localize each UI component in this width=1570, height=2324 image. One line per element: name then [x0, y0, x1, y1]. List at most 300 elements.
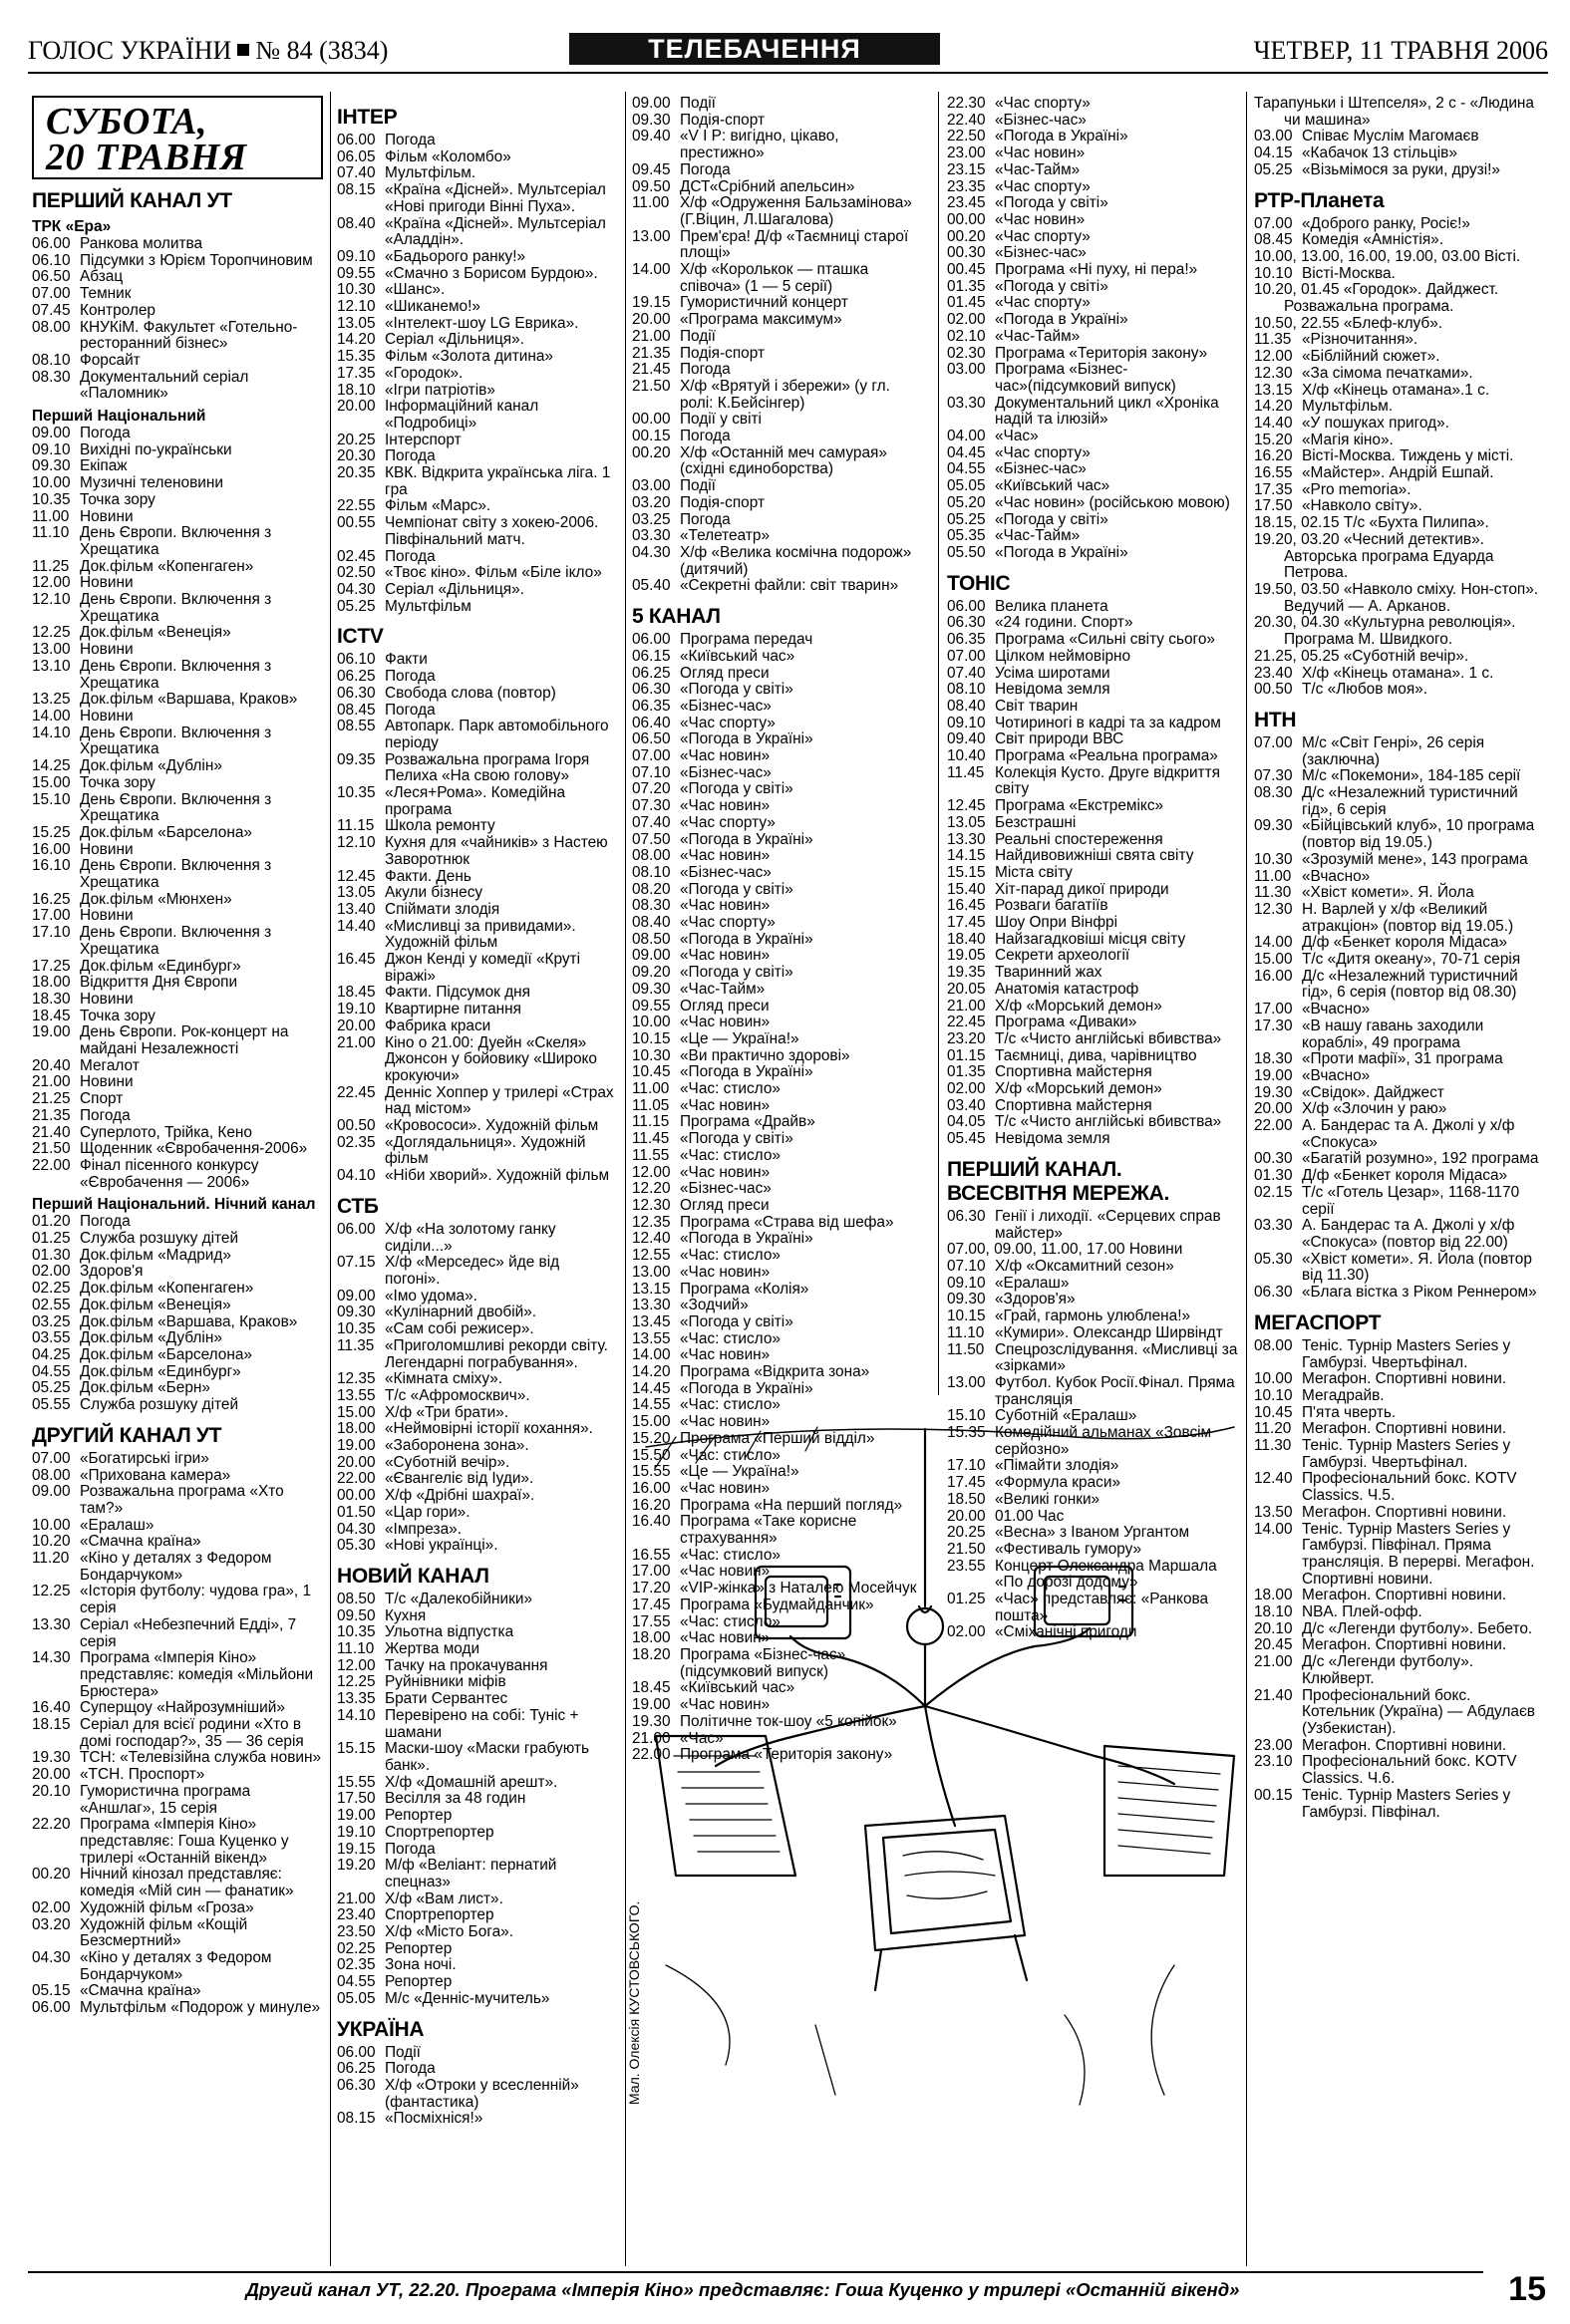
schedule-column-3 [632, 95, 921, 1764]
listing-title: Анатомія катастроф [995, 980, 1139, 998]
listing-time: 14.20 [1254, 398, 1293, 416]
listing-time: 11.10 [947, 1323, 985, 1341]
listing-title: Програма «Будмайданчик» [680, 1596, 874, 1613]
listing-item [337, 1974, 618, 1991]
listing-item [32, 1917, 327, 1950]
listing-item [1254, 768, 1545, 785]
listing-title: Школа ремонту [385, 817, 495, 835]
listing-title: Погода [385, 701, 436, 719]
listing-item [337, 1455, 618, 1472]
listing-time: 15.00 [32, 773, 71, 791]
listing-time: 08.30 [632, 897, 671, 915]
listing-time: 18.45 [32, 1007, 71, 1024]
listing-item [632, 798, 921, 815]
listing-time: 13.00 [32, 641, 71, 659]
listing-item [947, 632, 1238, 649]
listing-time: 10.15 [632, 1029, 671, 1047]
listing-title: «Погода в Україні» [680, 1379, 813, 1397]
listing-time: 19.10 [337, 1001, 376, 1018]
listing-item [32, 1248, 327, 1265]
listing-title: Док.фільм «Копенгаген» [80, 557, 254, 575]
listing-title: Події у світі [680, 411, 762, 429]
listing-time: 02.55 [32, 1296, 71, 1313]
listing-item [32, 1214, 327, 1231]
listing-item [32, 442, 327, 459]
listing-title: Свобода слова (повтор) [385, 684, 556, 702]
listing-item [632, 478, 921, 495]
listing-item [337, 1035, 618, 1085]
listing-title: Мультфільм. [385, 164, 476, 182]
listing-item [337, 182, 618, 215]
listing-item [32, 1058, 327, 1075]
listing-title: Програма «Відкрита зона» [680, 1363, 870, 1381]
channel-heading: РТР-Планета [1254, 188, 1385, 212]
listing-title: Абзац [80, 268, 124, 286]
listing-time: 15.55 [337, 1773, 376, 1791]
listing-time: 07.30 [1254, 767, 1293, 785]
listing-time: 18.20 [632, 1645, 671, 1663]
listing-title: Мегалот [80, 1056, 140, 1074]
listing-title: Док.фільм «Копенгаген» [80, 1280, 254, 1298]
listing-time: 02.00 [32, 1263, 71, 1281]
listing-title: «Пімайти злодія» [995, 1457, 1119, 1475]
listing-title: Професіональний бокс. KOTV Classics. Ч.5. [1302, 1470, 1517, 1505]
channel-heading: УКРАЇНА [337, 2017, 425, 2041]
listing-title: Кухня [385, 1606, 427, 1624]
listing-title: «Час новин» (російською мовою) [995, 493, 1230, 511]
listing-time: 14.15 [947, 847, 986, 865]
channel-heading: ДРУГИЙ КАНАЛ УТ [32, 1423, 222, 1447]
listing-title: Програма «Диваки» [995, 1014, 1137, 1031]
listing-item [1254, 482, 1545, 499]
listing-item [337, 785, 618, 818]
listing-time: 13.35 [337, 1690, 376, 1708]
listing-item [1254, 162, 1545, 179]
listing-title: «Цар гори». [385, 1503, 471, 1521]
listing-time: 00.00 [947, 210, 986, 228]
listing-time: 05.15 [32, 1982, 71, 2000]
day-heading-line: 20 ТРАВНЯ [46, 137, 247, 178]
listing-item [32, 1551, 327, 1584]
listing-item [632, 815, 921, 832]
listing-time: 17.20 [632, 1580, 671, 1598]
listing-title: Мегафон. Спортивні новини. [1302, 1420, 1507, 1438]
channel-heading: ПЕРШИЙ КАНАЛ УТ [32, 189, 232, 212]
listing-title: «Це — Україна!» [680, 1463, 799, 1481]
listing-time: 13.55 [337, 1386, 376, 1404]
listing-item [1254, 1522, 1545, 1589]
listing-title: «Час спорту» [680, 914, 776, 932]
listing-time: 10.00 [1254, 1370, 1293, 1388]
listing-item [337, 1338, 618, 1371]
listing-time: 09.30 [337, 1304, 376, 1321]
listing-item: 10.20, 01.45 «Городок». Дайджест. Розважальна програма. [1254, 281, 1499, 316]
listing-title: «Київський час» [680, 647, 795, 665]
listing-item [32, 370, 327, 403]
listing-item [337, 752, 618, 785]
listing-time: 11.00 [632, 1080, 670, 1098]
listing-title: Факти [385, 651, 428, 669]
listing-item [337, 1018, 618, 1035]
listing-title: «Богатирські ігри» [80, 1449, 209, 1467]
listing-time: 09.40 [632, 128, 671, 145]
listing-time: 05.05 [947, 477, 986, 495]
listing-title: «Час: стисло» [680, 1612, 781, 1630]
listing-item [947, 1048, 1238, 1065]
listing-item [632, 578, 921, 595]
listing-item [1254, 448, 1545, 465]
listing-title: Події [680, 95, 716, 112]
listing-time: 12.30 [1254, 900, 1293, 918]
listing-title: Автопарк. Парк автомобільного періоду [385, 718, 609, 751]
listing-time: 21.50 [947, 1540, 986, 1558]
listing-title: Велика планета [995, 597, 1108, 615]
listing-title: Шоу Опри Вінфрі [995, 914, 1118, 932]
listing-title: «Час спорту» [680, 714, 776, 731]
listing-title: Програма «Екстремікс» [995, 797, 1164, 815]
listing-item [32, 842, 327, 859]
listing-title: «Мисливці за привидами». Художній фільм [385, 917, 576, 952]
listing-title: ТСН: «Телевізійна служба новин» [80, 1749, 322, 1767]
listing-time: 00.15 [1254, 1786, 1293, 1804]
listing-title: «Час новин» [680, 797, 771, 815]
listing-title: «Зодчий» [680, 1297, 749, 1314]
listing-item [32, 1900, 327, 1917]
listing-time: 18.10 [337, 381, 376, 399]
listing-item [1254, 818, 1545, 851]
listing-time: 05.55 [32, 1396, 71, 1414]
listing-time: 10.35 [337, 1320, 376, 1338]
listing-item [32, 1141, 327, 1158]
listing-item [947, 295, 1238, 312]
listing-item [947, 1114, 1238, 1131]
listing-item [337, 383, 618, 400]
listing-time: 16.20 [1254, 447, 1293, 465]
listing-item [632, 495, 921, 512]
listing-item [632, 412, 921, 429]
listing-time: 03.00 [1254, 128, 1293, 145]
listing-item [1254, 1151, 1545, 1168]
listing-time: 22.50 [947, 128, 986, 145]
column-entries [337, 106, 618, 2128]
listing-item [947, 162, 1238, 179]
listing-title: Програма «Бізнес-час»(підсумковий випуск) [995, 361, 1176, 395]
channel-heading: НОВИЙ КАНАЛ [337, 1564, 489, 1588]
listing-item [632, 666, 921, 683]
listing-item [947, 1209, 1238, 1242]
listing-item [32, 236, 327, 253]
listing-item [32, 1717, 327, 1750]
listing-item [32, 269, 327, 286]
listing-title: Серіал «Дільниця». [385, 580, 524, 598]
footer-promo: Другий канал УТ, 22.20. Програма «Імперія Кіно» представляє: Гоша Куценко у трилері «Останній вікенд» [245, 2279, 1240, 2300]
listing-item [32, 908, 327, 925]
listing-time: 03.00 [947, 361, 986, 379]
listing-title: Погода [385, 1840, 436, 1858]
listing-time: 06.30 [337, 684, 376, 702]
listing-item [632, 882, 921, 899]
listing-time: 23.10 [1254, 1753, 1293, 1771]
listing-time: 10.00 [32, 474, 71, 492]
listing-item [337, 549, 618, 566]
listing-title: Квартирне питання [385, 1001, 521, 1018]
listing-time: 17.30 [1254, 1017, 1293, 1034]
listing-title: «Секретні файли: світ тварин» [680, 577, 899, 595]
listing-title: Док.фільм «Барселона» [80, 823, 252, 841]
listing-item [32, 575, 327, 592]
listing-item [947, 832, 1238, 849]
listing-continuation: Тарапуньки і Штепселя», 2 с - «Людина чи машина» [1254, 95, 1534, 129]
listing-item [337, 1858, 618, 1890]
listing-item [632, 1098, 921, 1115]
listing-time: 23.40 [1254, 664, 1293, 682]
listing-title: «Ніби хворий». Художній фільм [385, 1167, 610, 1185]
listing-item [632, 1347, 921, 1364]
listing-time: 22.20 [32, 1816, 71, 1834]
listing-title: Художній фільм «Кощій Безсмертний» [80, 1915, 248, 1950]
listing-title: «Час-Тайм» [995, 327, 1081, 345]
listing-title: Точка зору [80, 490, 156, 508]
listing-time: 11.30 [1254, 884, 1292, 902]
listing-title: День Європи. Рок-концерт на майдані Незалежності [80, 1023, 289, 1058]
listing-title: «Час новин» [680, 947, 771, 965]
listing-time: 17.45 [632, 1596, 671, 1613]
listing-time: 11.00 [32, 507, 70, 525]
listing-title: Фільм «Золота дитина» [385, 348, 553, 366]
listing-time: 02.15 [1254, 1183, 1293, 1201]
listing-item [337, 1421, 618, 1438]
listing-title: «Погода в Україні» [995, 543, 1128, 561]
listing-item [337, 1708, 618, 1741]
listing-item [337, 1924, 618, 1941]
listing-item [32, 1468, 327, 1485]
listing-title: «Погода в Україні» [680, 830, 813, 848]
listing-title: Мегадрайв. [1302, 1386, 1385, 1404]
listing-title: Фінал пісенного конкурсу «Євробачення — 2006» [80, 1156, 259, 1191]
listing-title: «Леся+Рома». Комедійна програма [385, 784, 566, 818]
listing-title: Підсумки з Юрієм Торопчиновим [80, 251, 313, 269]
listing-time: 21.00 [632, 1729, 671, 1747]
listing-time: 02.00 [947, 311, 986, 329]
listing-item [1254, 935, 1545, 952]
listing-title: Серіал «Дільниця». [385, 331, 524, 349]
listing-item [947, 229, 1238, 246]
listing-time: 17.00 [1254, 1001, 1293, 1018]
listing-item [947, 145, 1238, 162]
listing-title: «Кулінарний двобій». [385, 1304, 537, 1321]
listing-title: «Шанс». [385, 281, 446, 299]
listing-item [632, 1198, 921, 1215]
listing-title: Д/ф «Бенкет короля Мідаса» [1302, 934, 1508, 952]
listing-item [32, 2000, 327, 2017]
listing-title: Погода [680, 160, 731, 178]
listing-time: 23.20 [947, 1029, 986, 1047]
listing-title: Погода [385, 668, 436, 686]
listing-time: 11.00 [632, 194, 670, 212]
listing-item [947, 765, 1238, 798]
listing-title: Х/ф «Останній меч самурая» (східні єдиноборства) [680, 443, 887, 478]
listing-item [632, 832, 921, 849]
listing-time: 07.00 [1254, 733, 1293, 751]
listing-time: 16.55 [1254, 464, 1293, 482]
listing-item [32, 1330, 327, 1347]
listing-title: Програма «Перший відділ» [680, 1429, 875, 1447]
listing-title: Кухня для «чайників» з Настею Заворотнюк [385, 834, 608, 868]
listing-title: «Прихована камера» [80, 1466, 231, 1484]
listing-title: Зона ночі. [385, 1956, 457, 1974]
listing-item [32, 1108, 327, 1125]
listing-item [337, 1941, 618, 1958]
listing-title: Інтерспорт [385, 431, 462, 448]
listing-item [32, 1024, 327, 1057]
listing-item: 19.50, 03.50 «Навколо сміху. Нон-стоп». Ведучий — А. Арканов. [1254, 580, 1539, 615]
listing-title: «Час спорту» [995, 177, 1091, 195]
listing-time: 05.25 [337, 597, 376, 615]
listing-title: Мегафон. Спортивні новини. [1302, 1587, 1507, 1604]
listing-title: «Бізнес-час» [995, 244, 1087, 262]
listing-item [632, 445, 921, 478]
listing-title: Подія-спорт [680, 111, 766, 129]
listing-item [947, 599, 1238, 616]
listing-item: 07.00, 09.00, 11.00, 17.00 Новини [947, 1241, 1183, 1259]
listing-title: «Смачно з Борисом Бурдою». [385, 264, 598, 282]
listing-time: 17.45 [947, 1474, 986, 1492]
listing-title: Концерт Олександра Маршала «По дорозі додому» [995, 1557, 1217, 1592]
listing-item [1254, 332, 1545, 349]
listing-title: Х/ф «Оксамитний сезон» [995, 1258, 1174, 1275]
listing-title: Новини [80, 574, 134, 592]
listing-title: КВК. Відкрита українська ліга. 1 гра [385, 464, 611, 498]
listing-time: 12.30 [632, 1197, 671, 1214]
listing-title: Гумористична програма «Аншлаг», 15 серія [80, 1782, 251, 1817]
listing-item [632, 1064, 921, 1081]
listing-title: «Магія кіно». [1302, 431, 1394, 448]
listing-item [632, 1165, 921, 1182]
listing-time: 04.15 [1254, 145, 1293, 162]
listing-title: Кіно о 21.00: Дуейн «Скеля» Джонсон у бойовику «Широко крокуючи» [385, 1033, 597, 1084]
listing-title: Д/с «Незалежний туристичний гід», 6 серія (повтор від 08.30) [1302, 967, 1518, 1002]
listing-item [337, 703, 618, 720]
listing-title: Художній фільм «Гроза» [80, 1898, 254, 1916]
listing-title: Факти. Підсумок дня [385, 984, 531, 1002]
listing-time: 11.35 [337, 1336, 375, 1354]
listing-item [337, 216, 618, 249]
listing-time: 07.40 [947, 664, 986, 682]
listing-item [947, 731, 1238, 748]
listing-title: «Час: стисло» [680, 1247, 781, 1265]
listing-item [947, 212, 1238, 229]
listing-title: Новини [80, 707, 134, 725]
listing-title: Суботній «Ералаш» [995, 1407, 1137, 1425]
listing-item [32, 426, 327, 442]
listing-title: Погода [680, 428, 731, 445]
listing-title: Д/с «Легенди футболу». Бебето. [1302, 1619, 1533, 1637]
listing-title: Хіт-парад дикої природи [995, 880, 1169, 898]
listing-item [337, 1991, 618, 2008]
listing-time: 11.10 [32, 524, 70, 542]
listing-title: Вісті-Москва. Тиждень у місті. [1302, 447, 1514, 465]
listing-item [632, 1148, 921, 1165]
listing-title: «Погода у світі» [995, 510, 1108, 528]
listing-title: «Час новин» [680, 1629, 771, 1647]
listing-title: Х/ф «Три брати». [385, 1403, 509, 1421]
listing-time: 13.00 [632, 1263, 671, 1281]
listing-time: 09.00 [632, 95, 671, 112]
listing-item [632, 982, 921, 999]
listing-title: Т/с «Далекобійники» [385, 1590, 533, 1607]
listing-title: «Бадьорого ранку!» [385, 247, 526, 265]
listing-title: «Київський час» [995, 477, 1110, 495]
listing-item [32, 775, 327, 792]
listing-title: М/с «Покемони», 184-185 серії [1302, 767, 1521, 785]
listing-title: Політичне ток-шоу «5 копійок» [680, 1712, 897, 1730]
listing-time: 12.00 [32, 574, 71, 592]
listing-title: «Городок». [385, 364, 464, 382]
listing-item [1254, 666, 1545, 683]
listing-title: Програма «Бізнес-час» (підсумковий випуск) [680, 1645, 846, 1680]
listing-item [947, 346, 1238, 363]
listing-title: Х/ф «Місто Бога». [385, 1923, 514, 1941]
listing-title: Х/ф «Одруження Бальзамінова» (Г.Віцин, Л.Шагалова) [680, 194, 912, 228]
listing-item [947, 882, 1238, 899]
listing-item [337, 399, 618, 432]
listing-title: Програма «Імперія Кіно» представляє: комедія «Мільйони Брюстера» [80, 1649, 314, 1700]
listing-time: 22.00 [32, 1156, 71, 1174]
listing-time: 19.20 [337, 1857, 376, 1875]
listing-time: 20.40 [32, 1056, 71, 1074]
listing-title: Док.фільм «Венеція» [80, 624, 231, 642]
listing-title: Док.фільм «Дублін» [80, 757, 222, 775]
listing-title: Брати Сервантес [385, 1690, 508, 1708]
listing-title: Щоденник «Євробачення-2006» [80, 1140, 308, 1158]
listing-title: Відкриття Дня Європи [80, 974, 238, 992]
listing-item [632, 129, 921, 161]
listing-title: Події [680, 327, 716, 345]
listing-time: 17.35 [337, 364, 376, 382]
listing-title: «Погода у світі» [995, 277, 1108, 295]
listing-title: «Погода у світі» [680, 780, 793, 798]
listing-item [337, 1321, 618, 1338]
listing-item [632, 528, 921, 545]
listing-time: 02.30 [947, 344, 986, 362]
listing-item [337, 818, 618, 835]
listing-item [1254, 416, 1545, 433]
listing-title: Х/ф «Вам лист». [385, 1889, 503, 1907]
listing-time: 03.20 [32, 1915, 71, 1933]
listing-item [1254, 366, 1545, 383]
listing-item [632, 362, 921, 379]
listing-title: М/с «Денніс-мучитель» [385, 1989, 550, 2007]
listing-title: Точка зору [80, 1007, 156, 1024]
listing-item [947, 495, 1238, 512]
listing-item [32, 1264, 327, 1281]
listing-item [947, 716, 1238, 732]
listing-item [32, 303, 327, 320]
listing-item [337, 985, 618, 1002]
listing-title: День Європи. Включення з Хрещатика [80, 524, 272, 558]
listing-title: «Вчасно» [1302, 1066, 1371, 1084]
listing-title: Репортер [385, 1973, 453, 1991]
listing-time: 08.15 [337, 181, 376, 199]
listing-time: 12.35 [632, 1213, 671, 1231]
listing-title: Розважальна програма «Хто там?» [80, 1483, 284, 1517]
listing-time: 07.15 [337, 1254, 376, 1272]
listing-item [632, 329, 921, 346]
listing-time: 04.10 [337, 1167, 376, 1185]
listing-title: «Кабачок 13 стільців» [1302, 145, 1457, 162]
listing-time: 09.40 [947, 730, 986, 748]
listing-item [632, 999, 921, 1016]
